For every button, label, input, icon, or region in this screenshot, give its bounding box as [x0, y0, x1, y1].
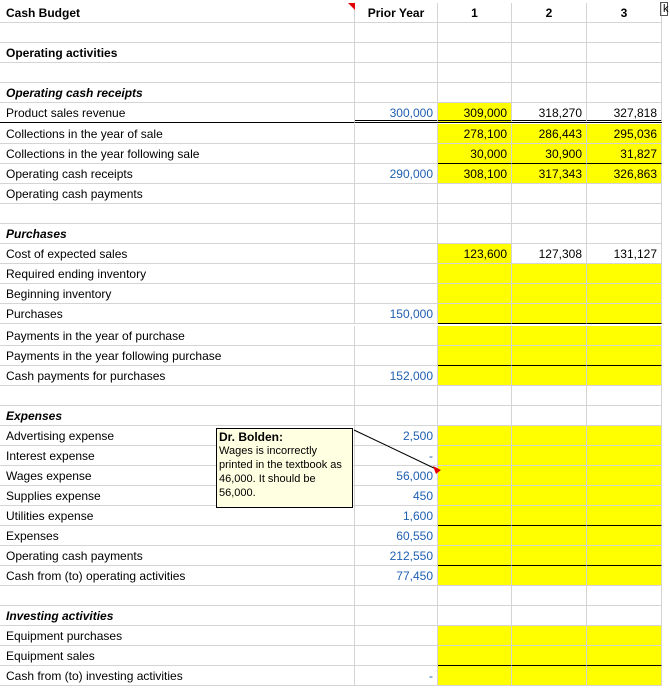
- sheet-title[interactable]: Cash Budget: [0, 3, 355, 23]
- operating-cash-payments-label[interactable]: Operating cash payments: [0, 184, 355, 204]
- cost-of-expected-sales-y2[interactable]: 127,308: [512, 244, 587, 264]
- header-prior-year[interactable]: Prior Year: [355, 3, 438, 23]
- purchases-heading[interactable]: Purchases: [0, 224, 355, 244]
- interest-expense-label[interactable]: Interest expense: [0, 446, 355, 466]
- interest-expense-prior[interactable]: -: [355, 446, 438, 466]
- cost-of-expected-sales-label[interactable]: Cost of expected sales: [0, 244, 355, 264]
- advertising-expense-prior[interactable]: 2,500: [355, 426, 438, 446]
- comment-author: Dr. Bolden:: [219, 430, 284, 444]
- required-ending-inventory-label[interactable]: Required ending inventory: [0, 264, 355, 284]
- collections-year-of-sale-y2[interactable]: 286,443: [512, 124, 587, 144]
- cash-from-operating-label[interactable]: Cash from (to) operating activities: [0, 566, 355, 586]
- cash-payments-for-purchases-prior[interactable]: 152,000: [355, 366, 438, 386]
- operating-cash-receipts-y3[interactable]: 326,863: [587, 164, 662, 184]
- cash-from-investing-label[interactable]: Cash from (to) investing activities: [0, 666, 355, 686]
- operating-cash-receipts-y1[interactable]: 308,100: [438, 164, 512, 184]
- comment-box[interactable]: [216, 428, 353, 508]
- collections-following-label[interactable]: Collections in the year following sale: [0, 144, 355, 164]
- operating-activities-heading[interactable]: Operating activities: [0, 43, 355, 63]
- utilities-expense-prior[interactable]: 1,600: [355, 506, 438, 526]
- operating-cash-receipts-label[interactable]: Operating cash receipts: [0, 164, 355, 184]
- operating-cash-receipts-y2[interactable]: 317,343: [512, 164, 587, 184]
- supplies-expense-prior[interactable]: 450: [355, 486, 438, 506]
- collections-year-of-sale-y3[interactable]: 295,036: [587, 124, 662, 144]
- utilities-expense-label[interactable]: Utilities expense: [0, 506, 355, 526]
- payments-following-purchase-label[interactable]: Payments in the year following purchase: [0, 346, 355, 366]
- product-sales-revenue-prior[interactable]: 300,000: [355, 103, 438, 123]
- operating-cash-payments-total-label[interactable]: Operating cash payments: [0, 546, 355, 566]
- advertising-expense-label[interactable]: Advertising expense: [0, 426, 355, 446]
- collections-following-y2[interactable]: 30,900: [512, 144, 587, 164]
- product-sales-revenue-y3[interactable]: 327,818: [587, 103, 662, 123]
- comment-text: Wages is incorrectly printed in the textbook as 46,000. It should be 56,000.: [219, 445, 342, 499]
- expenses-prior[interactable]: 60,550: [355, 526, 438, 546]
- purchases-prior[interactable]: 150,000: [355, 304, 438, 324]
- cost-of-expected-sales-y1[interactable]: 123,600: [438, 244, 512, 264]
- collections-following-y1[interactable]: 30,000: [438, 144, 512, 164]
- expenses-label[interactable]: Expenses: [0, 526, 355, 546]
- cost-of-expected-sales-y3[interactable]: 131,127: [587, 244, 662, 264]
- supplies-expense-label[interactable]: Supplies expense: [0, 486, 355, 506]
- payments-year-of-purchase-label[interactable]: Payments in the year of purchase: [0, 326, 355, 346]
- comment-arrow-icon: [433, 466, 441, 474]
- product-sales-revenue-y2[interactable]: 318,270: [512, 103, 587, 123]
- expenses-heading[interactable]: Expenses: [0, 406, 355, 426]
- collections-following-y3[interactable]: 31,827: [587, 144, 662, 164]
- wages-expense-prior[interactable]: 56,000: [355, 466, 438, 486]
- comment-connector-line: [354, 430, 438, 470]
- operating-cash-receipts-prior[interactable]: 290,000: [355, 164, 438, 184]
- header-year-2[interactable]: 2: [512, 3, 587, 23]
- operating-cash-payments-total-prior[interactable]: 212,550: [355, 546, 438, 566]
- equipment-sales-label[interactable]: Equipment sales: [0, 646, 355, 666]
- collections-year-of-sale-label[interactable]: Collections in the year of sale: [0, 124, 355, 144]
- cash-payments-for-purchases-label[interactable]: Cash payments for purchases: [0, 366, 355, 386]
- equipment-purchases-label[interactable]: Equipment purchases: [0, 626, 355, 646]
- wages-expense-label[interactable]: Wages expense: [0, 466, 355, 486]
- header-year-3[interactable]: 3: [587, 3, 662, 23]
- beginning-inventory-label[interactable]: Beginning inventory: [0, 284, 355, 304]
- operating-cash-receipts-heading[interactable]: Operating cash receipts: [0, 83, 355, 103]
- cash-from-operating-prior[interactable]: 77,450: [355, 566, 438, 586]
- column-k-label: k: [663, 3, 669, 15]
- investing-activities-heading[interactable]: Investing activities: [0, 606, 355, 626]
- purchases-label[interactable]: Purchases: [0, 304, 355, 324]
- cash-from-investing-prior[interactable]: -: [355, 666, 438, 686]
- header-year-1[interactable]: 1: [438, 3, 512, 23]
- collections-year-of-sale-y1[interactable]: 278,100: [438, 124, 512, 144]
- product-sales-revenue-label[interactable]: Product sales revenue: [0, 103, 355, 123]
- product-sales-revenue-y1[interactable]: 309,000: [438, 103, 512, 123]
